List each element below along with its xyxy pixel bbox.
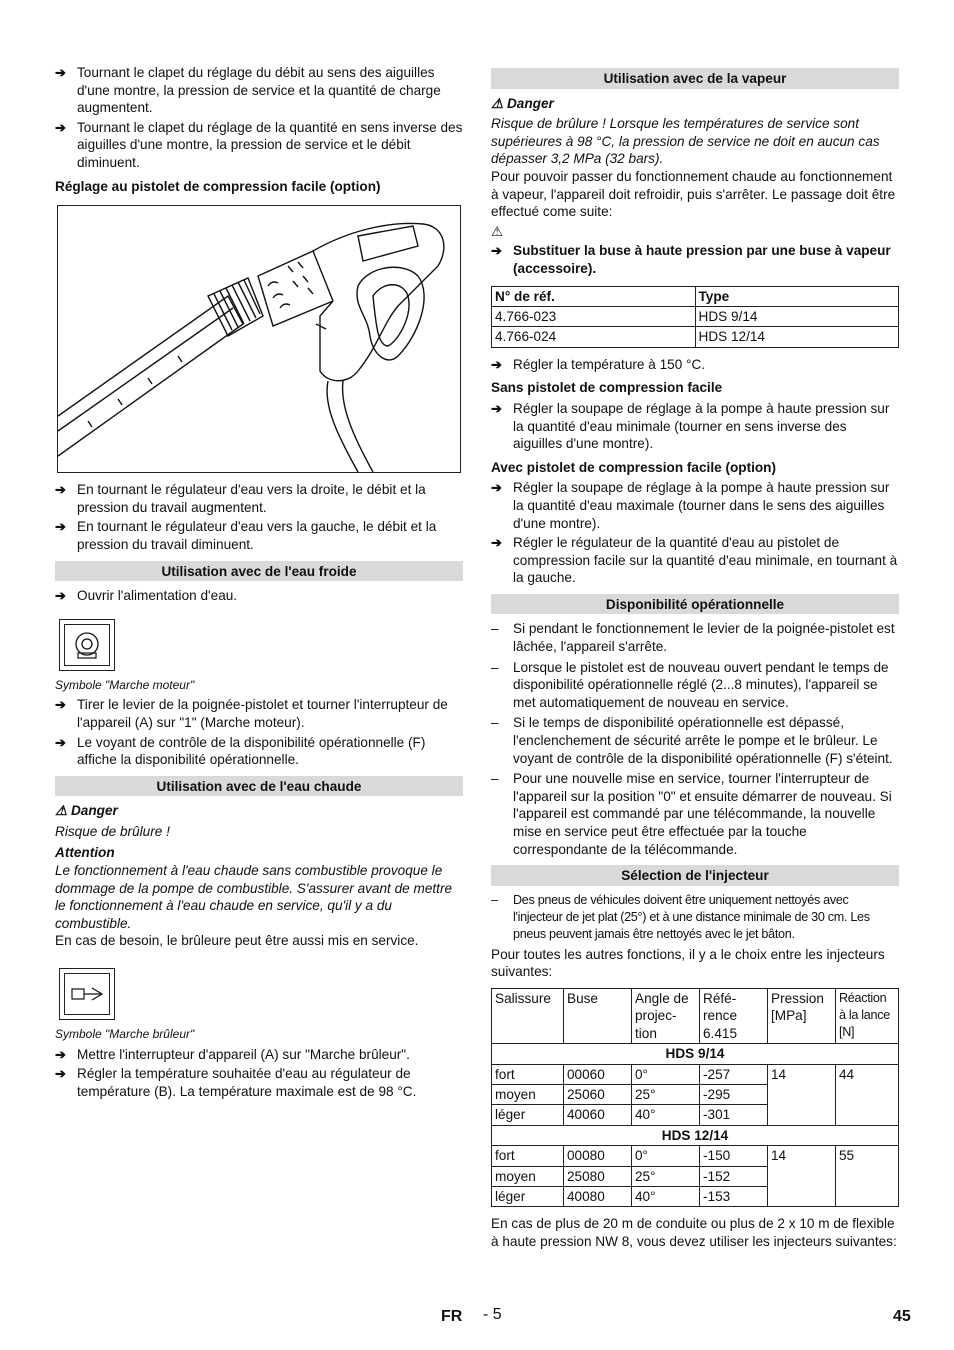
list-item: ➔ Régler la température souhaitée d'eau au régulateur de température (B). La température maximale est de 98 °C. [55,1065,463,1100]
list-item: ➔ En tournant le régulateur d'eau vers la droite, le débit et la pression du travail augmentent. [55,481,463,516]
table-cell: -295 [700,1085,768,1105]
burner-on-icon [70,984,104,1004]
group-label: HDS 12/14 [492,1125,899,1145]
table-header: Réaction à la lance [N] [836,988,899,1043]
table-cell: 00060 [564,1064,632,1084]
left-column [55,62,463,1102]
list-item: ➔ Ouvrir l'alimentation d'eau. [55,587,463,605]
table-header: Angle de projec-tion [632,988,700,1043]
table-cell: -301 [700,1105,768,1125]
table-cell: fort [492,1064,564,1084]
table-cell: 40° [632,1105,700,1125]
list-item: ➔ Régler la soupape de réglage à la pompe à haute pression sur la quantité d'eau minimale (tourner en sens inverse des aiguilles d'une montre). [491,400,899,453]
table-cell: 55 [836,1146,899,1207]
list-item: ➔ En tournant le régulateur d'eau vers la gauche, le débit et la pression du travail diminuent. [55,518,463,553]
table-cell: 40060 [564,1105,632,1125]
steam-nozzle-table [491,286,899,348]
list-item: ➔ Tirer le levier de la poignée-pistolet et tourner l'interrupteur de l'appareil (A) sur "1" (Marche moteur). [55,696,463,731]
table-cell: -150 [700,1146,768,1166]
list-item: ➔ Le voyant de contrôle de la disponibilité opérationnelle (F) affiche la disponibilité opérationnelle. [55,734,463,769]
table-row [492,327,899,347]
table-cell: fort [492,1146,564,1166]
motor-symbol [59,619,115,671]
danger-label: ⚠ Danger [491,95,554,111]
table-cell: moyen [492,1166,564,1186]
list-item: ➔ Régler le régulateur de la quantité d'eau au pistolet de compression facile sur la quantité d'eau minimale, en tournant à la gauche. [491,534,899,587]
danger-label: ⚠ Danger [55,803,118,819]
list-item: – Si pendant le fonctionnement le levier de la poignée-pistolet est lâchée, l'appareil s'arrête. [491,620,899,655]
warning-icon: ⚠ [491,95,504,111]
subhead-gun: Réglage au pistolet de compression facile (option) [55,178,381,194]
list-item: ➔ Régler la soupape de réglage à la pompe à haute pression sur la quantité d'eau maximale (tourner dans le sens des aiguilles d'une montre). [491,479,899,532]
danger-text: Risque de brûlure ! [55,823,170,839]
table-cell: -153 [700,1187,768,1207]
footer-page-marker: - 5 [483,1306,502,1323]
warning-icon: ⚠ [55,803,68,819]
list-item: ➔ Régler la température à 150 °C. [491,356,899,374]
table-cell: HDS 9/14 [695,306,899,326]
footer-language: FR [441,1308,463,1325]
group-label: HDS 9/14 [492,1044,899,1064]
list-item: ➔ Substituer la buse à haute pression par une buse à vapeur (accessoire). [491,242,899,277]
table-cell: léger [492,1187,564,1207]
list-item: ➔ Tournant le clapet du réglage du débit au sens des aiguilles d'une montre, la pression de service et la quantité de charge augmentent. [55,64,463,117]
list-item: – Des pneus de véhicules doivent être uniquement nettoyés avec l'injecteur de jet plat (25°) et à une distance minimale de 30 cm. Les pneus peuvent jamais être nettoyés avec le jet bâton. [491,892,899,943]
table-cell: HDS 12/14 [695,327,899,347]
subhead-with-gun: Avec pistolet de compression facile (option) [491,459,777,475]
table-cell: 00080 [564,1146,632,1166]
table-row [492,1064,899,1084]
warning-icon: ⚠ [491,223,504,239]
symbol-caption: Symbole "Marche brûleur" [55,1027,195,1042]
table-cell: -152 [700,1166,768,1186]
table-header: Buse [564,988,632,1043]
table-cell: 25060 [564,1085,632,1105]
section-heading-injector: Sélection de l'injecteur [491,865,899,886]
section-heading-cold-water: Utilisation avec de l'eau froide [55,561,463,582]
burner-symbol [59,968,115,1020]
table-cell: 25° [632,1085,700,1105]
table-row [492,306,899,326]
table-header: Réfé-rence 6.415 [700,988,768,1043]
table-cell: 14 [768,1146,836,1207]
table-cell: 44 [836,1064,899,1125]
table-cell: 0° [632,1064,700,1084]
list-item: ➔ Tournant le clapet du réglage de la quantité en sens inverse des aiguilles d'une montre, la pression de service et le débit diminuent. [55,119,463,172]
danger-text: Risque de brûlure ! Lorsque les températures de service sont supérieures à 98 °C, la pression de service ne doit en aucun cas dépasser 3,2 MPa (32 bars). [491,116,880,167]
table-header: Pression [MPa] [768,988,836,1043]
table-cell: 4.766-023 [492,306,696,326]
injector-table [491,988,899,1207]
table-cell: léger [492,1105,564,1125]
steam-body: Pour pouvoir passer du fonctionnement chaude au fonctionnement à vapeur, l'appareil doit refroidir, puis s'arrêter. Le passage doit être effectué come suite: [491,168,896,220]
list-item: – Si le temps de disponibilité opérationnelle est dépassé, l'enclenchement de sécurité arrête le pompe et le brûleur. Le voyant de contrôle de la disponibilité opérationnelle (F) s'éteint. [491,714,899,767]
subhead-without-gun: Sans pistolet de compression facile [491,380,723,396]
table-cell: 40080 [564,1187,632,1207]
injector-footer-text: En cas de plus de 20 m de conduite ou plus de 2 x 10 m de flexible à haute pression NW 8, vous devez utiliser les injecteurs suivantes: [491,1216,897,1250]
section-heading-standby: Disponibilité opérationnelle [491,594,899,615]
table-cell: 25080 [564,1166,632,1186]
injector-choice: Pour toutes les autres fonctions, il y a le choix entre les injecteurs suivantes: [491,946,885,980]
table-cell: moyen [492,1085,564,1105]
table-cell: -257 [700,1064,768,1084]
spray-gun-illustration [57,205,461,473]
table-header: Type [695,286,899,306]
list-item: – Pour une nouvelle mise en service, tourner l'interrupteur de l'appareil sur la position "0" et ensuite démarrer de nouveau. Si l'appareil est commandé par une télécommande, la nouvelle mise en service peut être effectuée par la touche correspondante de la télécommande. [491,770,899,858]
right-column [491,62,899,1251]
section-heading-hot-water: Utilisation avec de l'eau chaude [55,776,463,797]
table-cell: 14 [768,1064,836,1125]
table-header-row [492,988,899,1043]
table-cell: 40° [632,1187,700,1207]
table-cell: 0° [632,1146,700,1166]
footer-page-number: 45 [893,1308,911,1325]
section-heading-steam: Utilisation avec de la vapeur [491,68,899,89]
table-row [492,1146,899,1166]
attention-label: Attention [55,845,115,861]
list-item: ➔ Mettre l'interrupteur d'appareil (A) sur "Marche brûleur". [55,1046,463,1064]
table-header: Salissure [492,988,564,1043]
burner-note: En cas de besoin, le brûleure peut être aussi mis en service. [55,933,419,949]
table-cell: 25° [632,1166,700,1186]
motor-on-icon [70,629,104,661]
table-cell: 4.766-024 [492,327,696,347]
symbol-caption: Symbole "Marche moteur" [55,677,195,692]
list-item: – Lorsque le pistolet est de nouveau ouvert pendant le temps de disponibilité opérationnelle réglé (2...8 minutes), l'appareil se met automatiquement de nouveau en service. [491,659,899,712]
attention-text: Le fonctionnement à l'eau chaude sans combustible provoque le dommage de la pompe de combustible. S'assurer avant de mettre le fonctionnement à l'eau chaude en service, qu'il y a du combustible. [55,863,453,931]
table-header: N° de réf. [492,286,696,306]
